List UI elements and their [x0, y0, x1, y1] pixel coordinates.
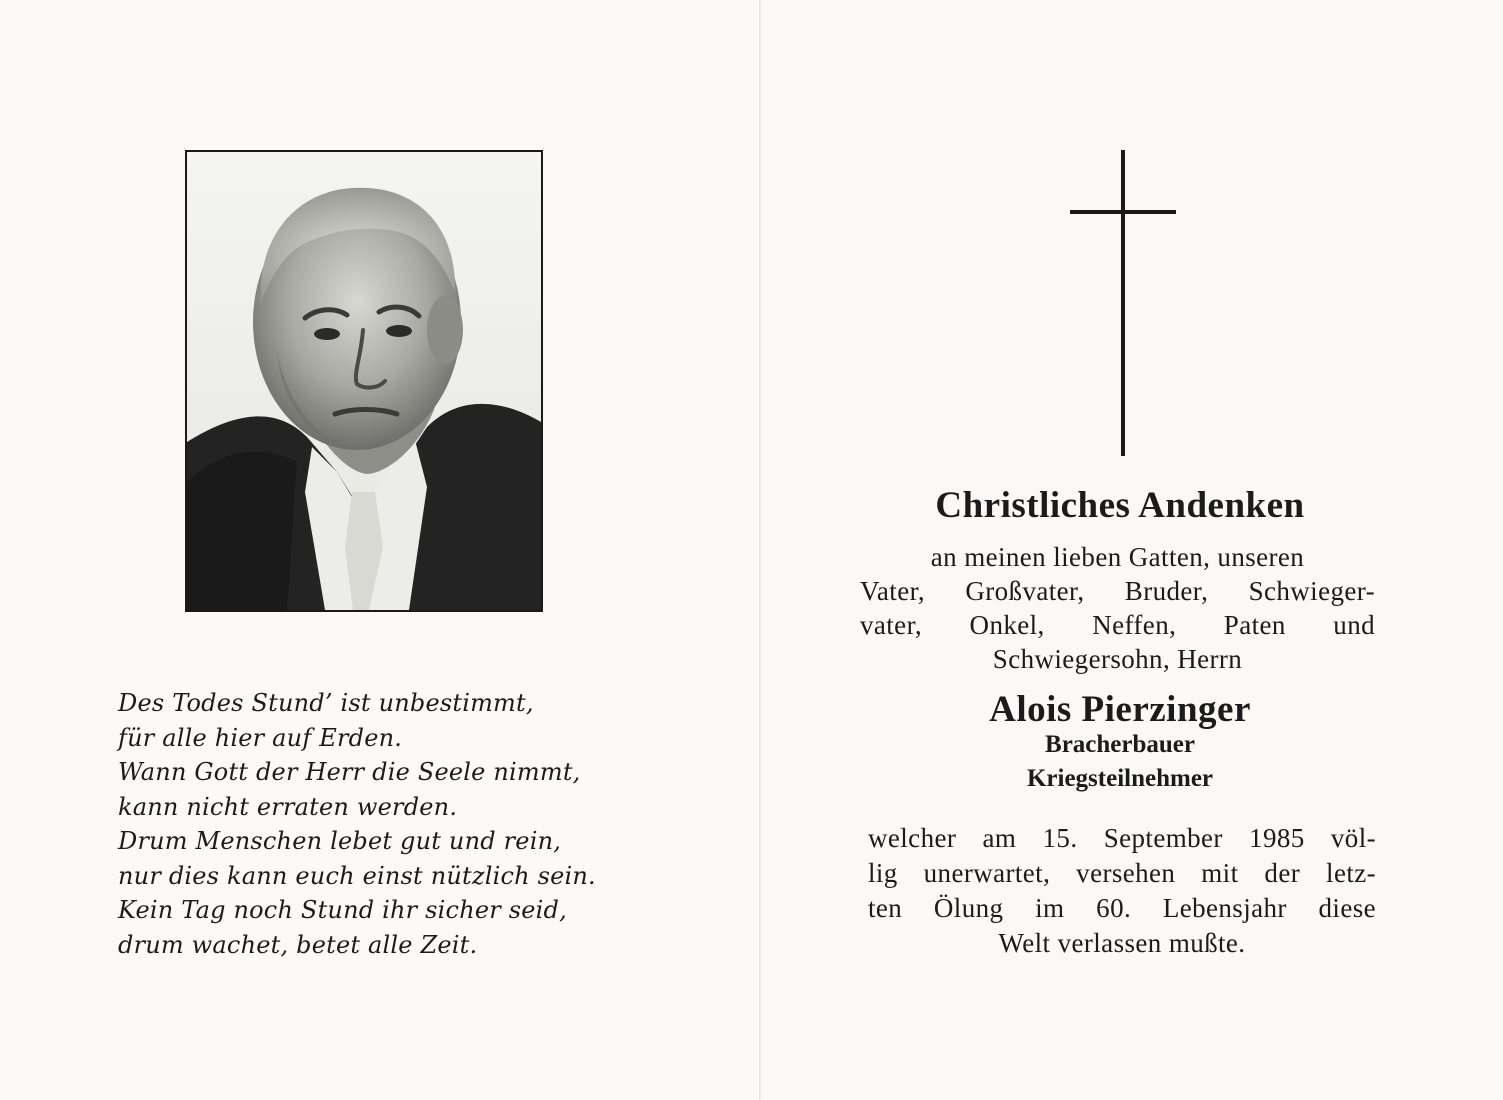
death-line: ten Ölung im 60. Lebensjahr diese — [868, 893, 1376, 923]
poem-line: drum wachet, betet alle Zeit. — [118, 930, 478, 959]
portrait-illustration — [187, 152, 541, 610]
veteran-title: Kriegsteilnehmer — [1026, 765, 1214, 792]
memorial-heading: Christliches Andenken — [935, 485, 1305, 526]
death-line: lig unerwartet, versehen mit der letz- — [868, 858, 1376, 888]
death-line: Welt verlassen mußte. — [998, 928, 1246, 958]
cross-vertical-bar — [1121, 150, 1125, 456]
dedication-line: vater, Onkel, Neffen, Paten und — [860, 610, 1375, 640]
poem-line: Des Todes Stund’ ist unbestimmt, — [118, 689, 534, 717]
dedication-line: an meinen lieben Gatten, unseren — [930, 542, 1305, 572]
deceased-name: Alois Pierzinger — [989, 689, 1251, 730]
occupation-title: Bracherbauer — [1045, 731, 1195, 758]
poem-line: Wann Gott der Herr die Seele nimmt, — [118, 758, 581, 786]
poem-line: kann nicht erraten werden. — [118, 792, 458, 821]
poem-line: Drum Menschen lebet gut und rein, — [118, 827, 562, 855]
death-line: welcher am 15. September 1985 völ- — [868, 823, 1376, 853]
cross-horizontal-bar — [1070, 210, 1176, 214]
death-notice-text — [868, 821, 1376, 961]
cross-icon — [1070, 150, 1176, 456]
poem-line: für alle hier auf Erden. — [118, 723, 403, 752]
poem-line: nur dies kann euch einst nützlich sein. — [118, 861, 596, 890]
dedication-line: Schwiegersohn, Herrn — [992, 644, 1243, 674]
dedication-line: Vater, Großvater, Bruder, Schwieger- — [860, 576, 1375, 606]
dedication-text — [860, 540, 1375, 676]
portrait-photo — [185, 150, 543, 612]
poem-line: Kein Tag noch Stund ihr sicher seid, — [118, 896, 567, 924]
poem — [118, 686, 658, 962]
card-fold — [759, 0, 761, 1100]
